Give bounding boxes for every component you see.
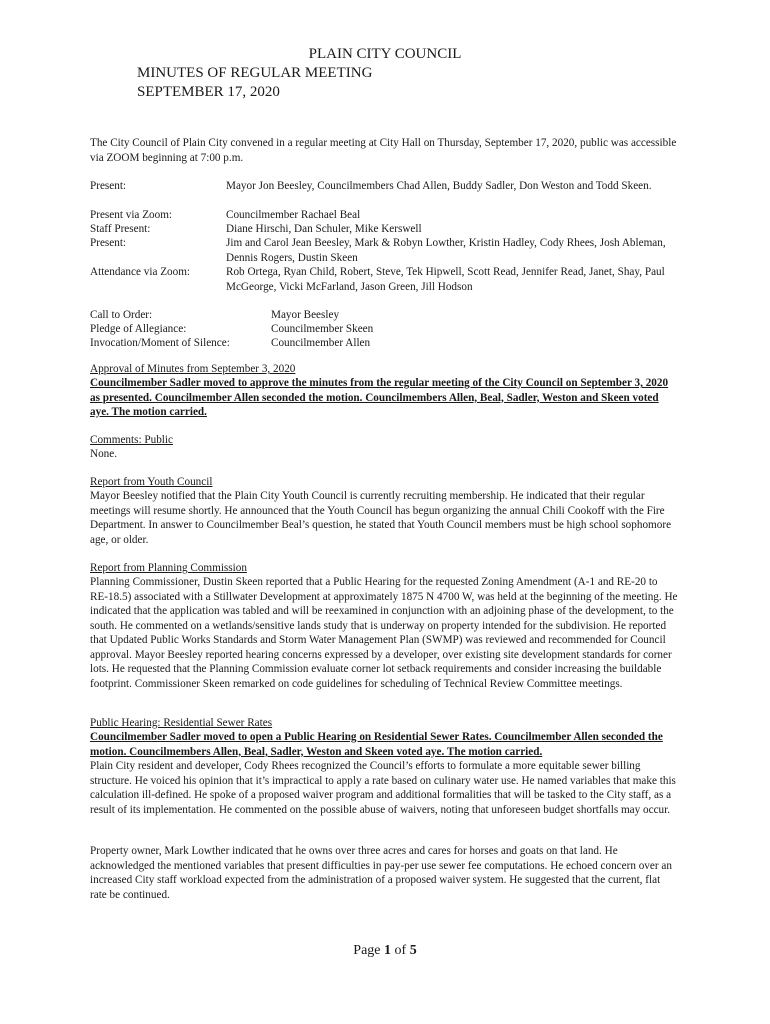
meeting-date: SEPTEMBER 17, 2020	[137, 84, 280, 100]
page-total: 5	[409, 943, 417, 958]
pledge-label: Pledge of Allegiance:	[90, 323, 187, 335]
present-value: Mayor Jon Beesley, Councilmembers Chad Allen, Buddy Sadler, Don Weston and Todd Skeen.	[226, 180, 652, 192]
present2-label: Present:	[90, 237, 127, 249]
invocation-value: Councilmember Allen	[271, 337, 371, 349]
public-hearing-body1: Plain City resident and developer, Cody Rhees recognized the Council’s efforts to formulate a more equitable sewer billing structure. He voiced his opinion that it’s impractical to apply a rate based on culinary water use. He named variables that make this calculation ill-defined. He spoke of a proposed waiver program and additional formalities that will be tasked to the City staff, as a result of its implementation. He commented on the possible abuse of waivers, noting that unforeseen budget shortfalls may occur.	[90, 760, 676, 816]
staff-value: Diane Hirschi, Dan Schuler, Mike Kerswell	[226, 223, 422, 235]
minutes-approval-motion: Councilmember Sadler moved to approve the minutes from the regular meeting of the City Council on September 3, 2020 as presented. Councilmember Allen seconded the motion. Councilmembers Allen, Beal, Sadler, Weston and Skeen voted aye. The motion carried.	[90, 377, 669, 418]
call-to-order-label: Call to Order:	[90, 309, 153, 321]
youth-council-heading: Report from Youth Council	[90, 476, 213, 488]
page-number: 1	[384, 943, 392, 958]
of-word: of	[394, 943, 407, 958]
invocation-label: Invocation/Moment of Silence:	[90, 337, 230, 349]
youth-council-body: Mayor Beesley notified that the Plain City Youth Council is currently recruiting membership. He indicated that their regular meetings will resume shortly. He announced that the Youth Council has begun organizing the annual Chili Cookoff with the Fire Department. In answer to Councilmember Beal’s question, he stated that Youth Council members must be high school sophomore age, or older.	[90, 490, 672, 546]
attend-zoom-label: Attendance via Zoom:	[90, 266, 191, 278]
page-word: Page	[353, 943, 381, 958]
staff-label: Staff Present:	[90, 223, 151, 235]
present2-value: Jim and Carol Jean Beesley, Mark & Robyn Lowther, Kristin Hadley, Cody Rhees, Josh Ableman, Dennis Rogers, Dustin Skeen	[226, 237, 666, 264]
council-title: PLAIN CITY COUNCIL	[308, 46, 462, 62]
minutes-approval-heading: Approval of Minutes from September 3, 2020	[90, 363, 296, 375]
comments-body: None.	[90, 448, 118, 460]
pledge-value: Councilmember Skeen	[271, 323, 374, 335]
minutes-heading: MINUTES OF REGULAR MEETING	[137, 65, 373, 81]
intro-paragraph: The City Council of Plain City convened in a regular meeting at City Hall on Thursday, September 17, 2020, public was accessible via ZOOM beginning at 7:00 p.m.	[90, 137, 677, 164]
planning-commission-body: Planning Commissioner, Dustin Skeen reported that a Public Hearing for the requested Zoning Amendment (A-1 and RE-20 to RE-18.5) associated with a Stillwater Development at approximately 1875 N 4700 W, was held at the beginning of the meeting. He indicated that the application was tabled and will be reexamined in conjunction with an adjoining phase of the development, to the south. He commented on a wetlands/sensitive lands study that is underway on property intended for the subdivision. He reported that Updated Public Works Standards and Storm Water Management Plan (SWMP) was reviewed and recommended for Council approval. Mayor Beesley reported hearing concerns expressed by a developer, over existing site development standards for corner lots. He requested that the Planning Commission evaluate corner lot setback requirements and consider increasing the buildable footprint. Commissioner Skeen remarked on code guidelines for scheduling of Technical Review Committee meetings.	[90, 576, 678, 690]
zoom-label: Present via Zoom:	[90, 209, 173, 221]
present-label: Present:	[90, 180, 127, 192]
comments-heading: Comments: Public	[90, 434, 173, 446]
planning-commission-heading: Report from Planning Commission	[90, 562, 247, 574]
public-hearing-heading: Public Hearing: Residential Sewer Rates	[90, 717, 273, 729]
public-hearing-motion: Councilmember Sadler moved to open a Public Hearing on Residential Sewer Rates. Councilmember Allen seconded the motion. Councilmembers Allen, Beal, Sadler, Weston and Skeen voted aye. The motion carried.	[90, 731, 663, 758]
zoom-value: Councilmember Rachael Beal	[226, 209, 361, 221]
page-footer	[0, 943, 770, 959]
attend-zoom-value: Rob Ortega, Ryan Child, Robert, Steve, Tek Hipwell, Scott Read, Jennifer Read, Janet, Shay, Paul McGeorge, Vicki McFarland, Jason Green, Jill Hodson	[226, 266, 665, 293]
call-to-order-value: Mayor Beesley	[271, 309, 340, 321]
public-hearing-body2: Property owner, Mark Lowther indicated that he owns over three acres and cares for horses and goats on that land. He acknowledged the mentioned variables that present difficulties in pay-per use sewer fee computations. He echoed concern over an increased City staff workload expected from the administration of a proposed waiver system. He suggested that the current, flat rate be continued.	[90, 845, 672, 901]
